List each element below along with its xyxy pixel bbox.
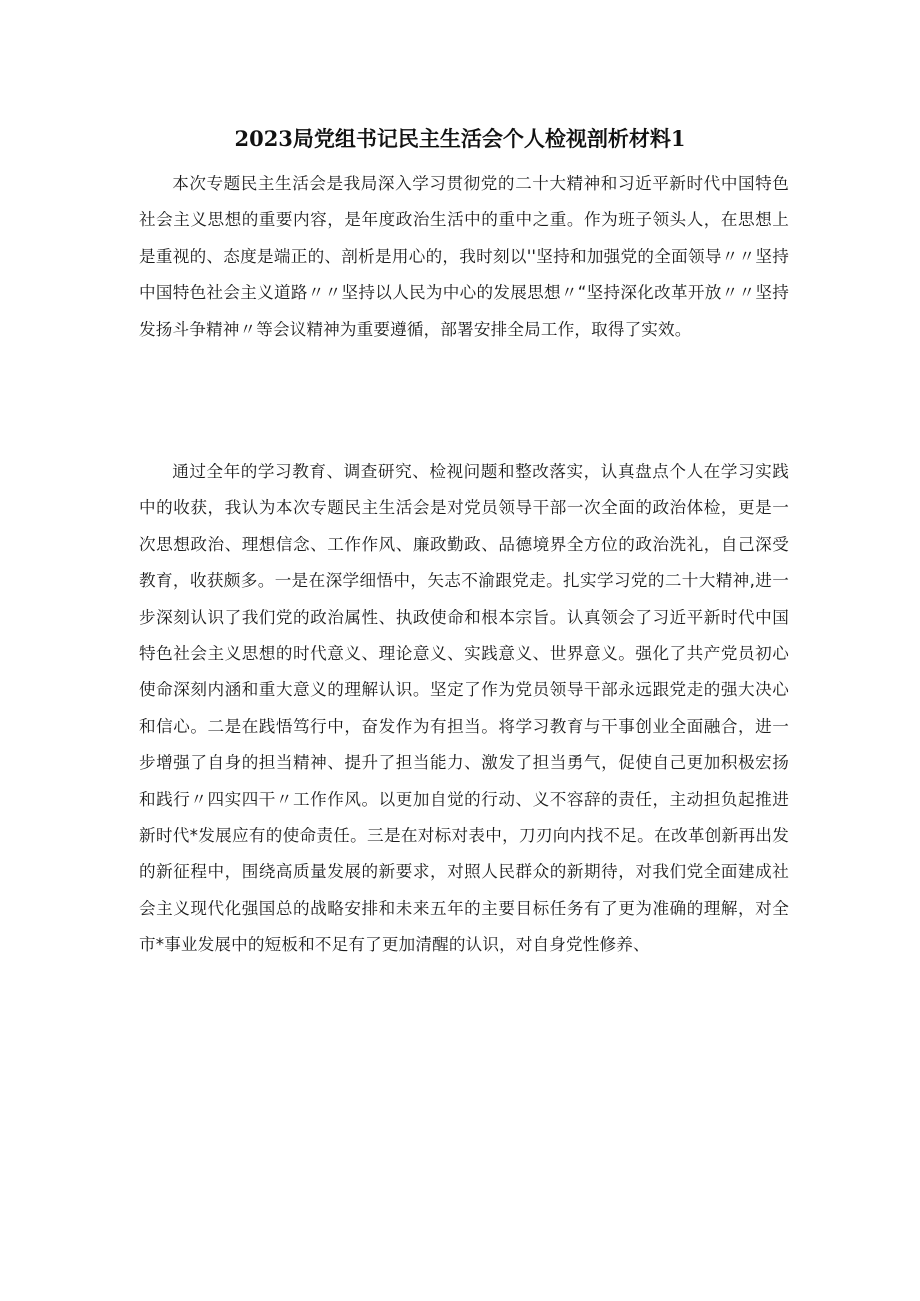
document-title: 2023局党组书记民主生活会个人检视剖析材料1: [234, 126, 686, 151]
body-paragraph-1: 本次专题民主生活会是我局深入学习贯彻党的二十大精神和习近平新时代中国特色社会主义思想的重要内容，是年度政治生活中的重中之重。作为班子领头人，在思想上是重视的、态度是端正的、剖析是用心的，我时刻以''坚持和加强党的全面领导〃〃坚持中国特色社会主义道路〃〃坚持以人民为中心的发展思想〃“坚持深化改革开放〃〃坚持发扬斗争精神〃等会议精神为重要遵循，部署安排全局工作，取得了实效。: [139, 174, 789, 339]
body-paragraph-2: 通过全年的学习教育、调查研究、检视问题和整改落实，认真盘点个人在学习实践中的收获，我认为本次专题民主生活会是对党员领导干部一次全面的政治体检，更是一次思想政治、理想信念、工作作风、廉政勤政、品德境界全方位的政治洗礼，自己深受教育，收获颇多。一是在深学细悟中，矢志不渝跟党走。扎实学习党的二十大精神,进一步深刻认识了我们党的政治属性、执政使命和根本宗旨。认真领会了习近平新时代中国特色社会主义思想的时代意义、理论意义、实践意义、世界意义。强化了共产党员初心使命深刻内涵和重大意义的理解认识。坚定了作为党员领导干部永远跟党走的强大决心和信心。二是在践悟笃行中，奋发作为有担当。将学习教育与干事创业全面融合，进一步增强了自身的担当精神、提升了担当能力、激发了担当勇气，促使自己更加积极宏扬和践行〃四实四干〃工作作风。以更加自觉的行动、义不容辞的责任，主动担负起推进新时代*发展应有的使命责任。三是在对标对表中，刀刃向内找不足。在改革创新再出发的新征程中，围绕高质量发展的新要求，对照人民群众的新期待，对我们党全面建成社会主义现代化强国总的战略安排和未来五年的主要目标任务有了更为准确的理解，对全市*事业发展中的短板和不足有了更加清醒的认识，对自身党性修养、: [139, 462, 789, 955]
